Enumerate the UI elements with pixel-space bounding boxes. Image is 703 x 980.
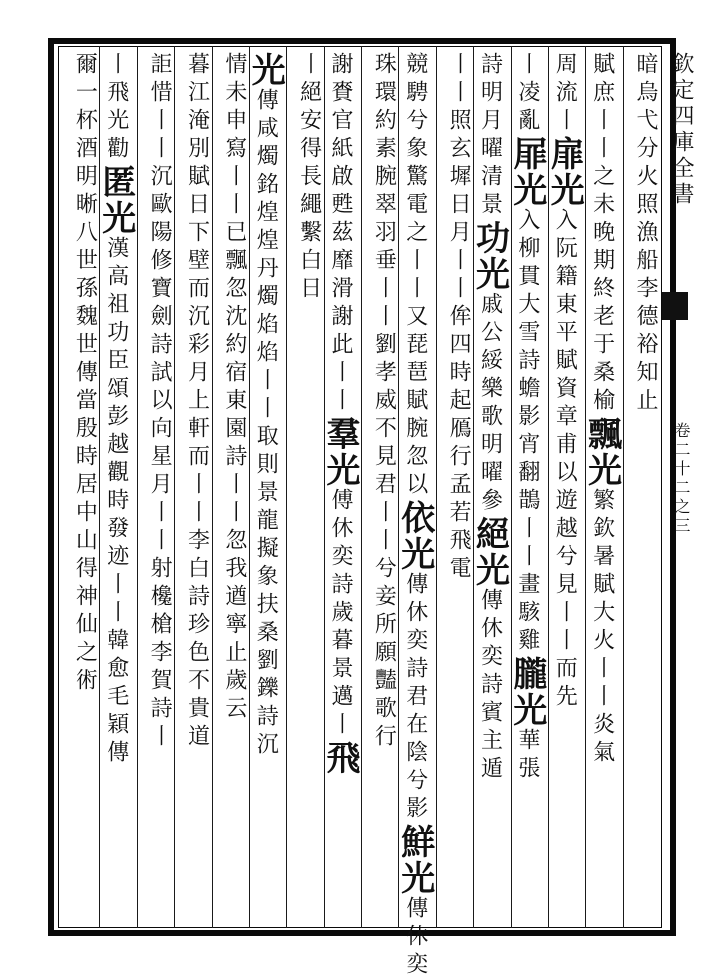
column-text: 丨絕安得長繩繫白日	[296, 52, 322, 304]
column-text: 詩明月曜清景	[477, 52, 503, 220]
headword: 飛	[320, 740, 360, 776]
column-text: 漢高祖功臣頌彭越觀時發迹丨丨韓愈毛穎傳	[103, 236, 129, 768]
column-text: 丨丨照玄墀	[446, 52, 472, 192]
book-title: 欽定四庫全書	[669, 52, 694, 208]
column-rule	[174, 46, 175, 928]
text-column	[469, 52, 510, 784]
column-text: 日月丨丨侔四時	[446, 192, 472, 388]
column-text: 暗烏弋分火照漁船李德裕知止	[633, 52, 658, 416]
column-text: 傳休奕	[402, 896, 428, 980]
column-text: 明晰八世孫魏世傳當殷時居中山得神仙之術	[72, 164, 98, 696]
volume-label: 卷二十二之三	[672, 422, 691, 536]
column-text: 賦庶丨丨之未晚期終老于桑榆	[589, 52, 615, 416]
column-text: 丨飛光勸	[103, 52, 129, 164]
column-text: 傳休奕詩君在陰兮影	[402, 572, 428, 824]
headword: 依光	[394, 500, 435, 572]
page-margin	[664, 52, 700, 928]
column-text: 爾一杯酒	[72, 52, 98, 164]
column-text: 周流丨	[552, 52, 578, 136]
headword: 絕光	[469, 516, 510, 588]
column-text: 不見君丨丨兮妾所願	[371, 416, 397, 668]
column-text: 珠環約素腕翠羽垂丨丨劉孝威	[371, 52, 397, 416]
column-text: 繁欽暑賦大火丨丨炎氣	[589, 488, 615, 768]
column-text: 起鴈行孟若飛電	[446, 388, 472, 584]
text-column	[544, 52, 585, 712]
text-column	[95, 52, 136, 768]
column-text: 謝賚官紙啟甦茲靡滑謝此丨丨	[328, 52, 353, 416]
text-column	[627, 52, 656, 416]
headword: 屝光	[506, 136, 547, 208]
text-column	[506, 52, 547, 784]
column-rule	[212, 46, 213, 928]
column-rule	[137, 46, 138, 928]
column-text: 傳休奕詩賓主遁	[477, 588, 503, 784]
text-column	[440, 52, 472, 584]
column-text: 傅休奕詩歲暮景邁丨	[328, 488, 353, 740]
fishtail-mark	[662, 292, 688, 320]
column-text: 入阮籍東平賦資章甫以遊越兮見丨丨而先	[552, 208, 578, 712]
column-text: 入柳貫大雪詩蟾影宵翻鵲丨丨畫駭雞	[514, 208, 540, 656]
headword: 飄光	[581, 416, 622, 488]
column-text: 詎惜丨丨沉歐陽修寶劍詩試以向星月丨丨射欃槍李賀詩丨	[147, 52, 173, 752]
column-rule	[436, 46, 437, 928]
column-text: 傳咸燭銘煌煌丹燭焰焰丨丨取則景龍擬象扶桑劉鑠詩沉	[253, 88, 279, 760]
headword: 鮮光	[394, 824, 435, 896]
text-column	[290, 52, 322, 304]
column-text: 華張	[514, 728, 540, 784]
text-column	[66, 52, 98, 696]
text-column	[178, 52, 210, 752]
column-text: 競騁兮象驚電之丨丨又琵琶賦腕忽以	[402, 52, 428, 500]
column-text: 戚公綏樂歌明曜參	[477, 292, 503, 516]
headword: 光	[245, 52, 286, 88]
headword: 朧光	[506, 656, 547, 728]
headword: 功光	[469, 220, 510, 292]
column-text: 丨凌亂	[514, 52, 540, 136]
column-rule	[361, 46, 362, 928]
text-column	[581, 52, 622, 768]
text-column	[394, 52, 435, 980]
text-column	[245, 52, 286, 760]
column-rule	[623, 46, 624, 928]
column-rule	[286, 46, 287, 928]
text-column	[320, 52, 360, 776]
column-text: 情未申寫丨丨已飄忽沈約宿東園詩丨丨忽我遒寧止歲云	[221, 52, 247, 724]
text-column	[216, 52, 245, 724]
headword: 匿光	[95, 164, 136, 236]
headword: 羣光	[320, 416, 360, 488]
headword: 扉光	[544, 136, 585, 208]
text-column	[141, 52, 173, 752]
column-text: 暮江淹別賦日下壁而沉彩月上軒而丨丨李白詩珍色不貴道	[184, 52, 210, 752]
text-column	[365, 52, 397, 752]
column-text: 豔歌行	[371, 668, 397, 752]
